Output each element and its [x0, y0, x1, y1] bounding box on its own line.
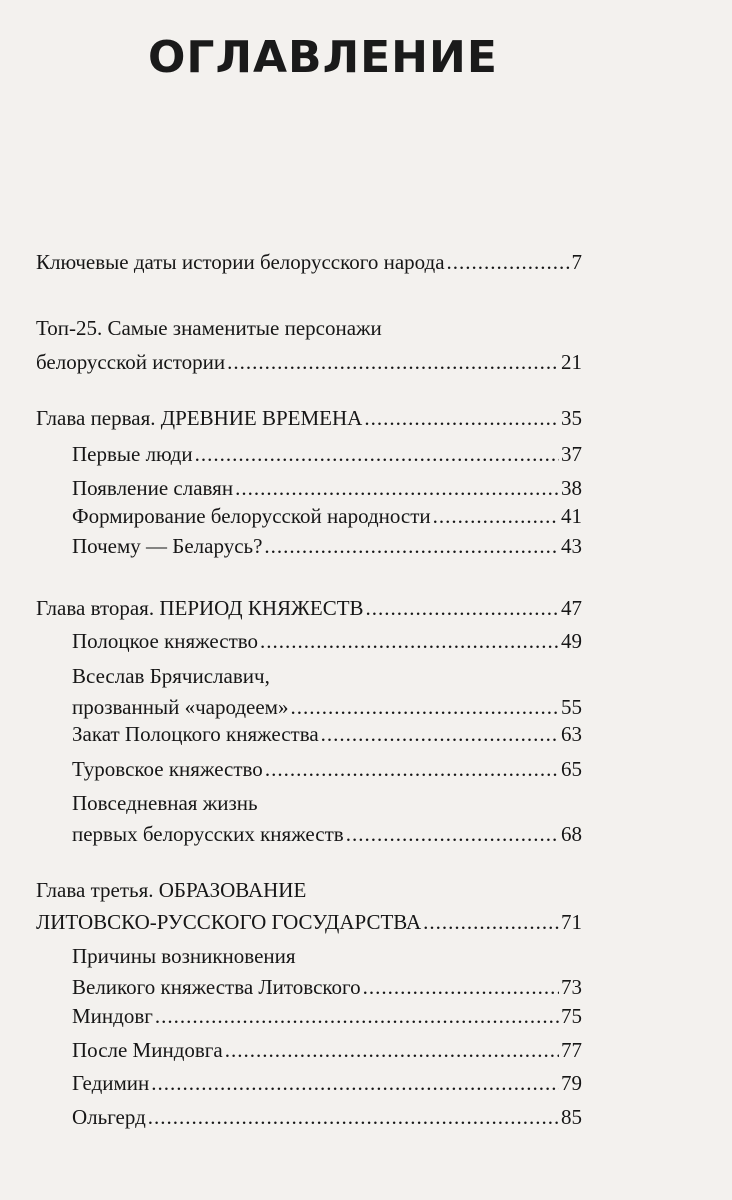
toc-page-number: 79 — [561, 1071, 582, 1095]
toc-page-number: 55 — [561, 695, 582, 719]
toc-entry-title: Полоцкое княжество — [72, 629, 259, 653]
dot-leader — [195, 440, 559, 468]
dot-leader — [151, 1069, 559, 1097]
toc-chapter[interactable] — [36, 594, 582, 622]
toc-page-number: 38 — [561, 476, 582, 500]
dot-leader — [235, 474, 559, 502]
dot-leader — [423, 908, 559, 936]
toc-entry[interactable] — [36, 314, 582, 376]
toc-entry-title-cont: белорусской истории — [36, 350, 226, 374]
toc-entry-title: Ольгерд — [72, 1105, 146, 1129]
toc-section[interactable] — [72, 474, 582, 502]
toc-page-number: 35 — [561, 406, 582, 430]
dot-leader — [227, 348, 559, 376]
dot-leader — [363, 973, 559, 1001]
toc-entry-title: Причины возникновения — [72, 944, 296, 968]
toc-page-number: 43 — [561, 534, 582, 558]
toc-section[interactable] — [72, 1069, 582, 1097]
toc-entry-title: Закат Полоцкого княжества — [72, 722, 319, 746]
toc-entry-title: Гедимин — [72, 1071, 150, 1095]
dot-leader — [264, 532, 559, 560]
toc-entry-title-cont: Великого княжества Литовского — [72, 975, 361, 999]
toc-entry-title: Глава первая. ДРЕВНИЕ ВРЕМЕНА — [36, 406, 363, 430]
toc-entry-title: Топ-25. Самые знаменитые персонажи — [36, 316, 382, 340]
toc-entry-title-cont: ЛИТОВСКО-РУССКОГО ГОСУДАРСТВА — [36, 910, 422, 934]
toc-page-number: 65 — [561, 757, 582, 781]
toc-entry-title: Появление славян — [72, 476, 234, 500]
toc-page-number: 21 — [561, 350, 582, 374]
dot-leader — [364, 404, 559, 432]
toc-entry-title-cont: первых белорусских княжеств — [72, 822, 344, 846]
toc-page-number: 68 — [561, 822, 582, 846]
toc-page-number: 71 — [561, 910, 582, 934]
toc-section[interactable] — [72, 627, 582, 655]
dot-leader — [225, 1036, 559, 1064]
toc-entry-title: Первые люди — [72, 442, 193, 466]
dot-leader — [265, 755, 559, 783]
toc-entry-title: Формирование белорусской народности — [72, 504, 431, 528]
toc-section[interactable] — [72, 720, 582, 748]
toc-entry-title: Туровское княжество — [72, 757, 263, 781]
toc-entry[interactable] — [36, 248, 582, 276]
dot-leader — [155, 1002, 559, 1030]
toc-page-number: 41 — [561, 504, 582, 528]
toc-section[interactable] — [72, 1103, 582, 1131]
toc-page-number: 63 — [561, 722, 582, 746]
toc-section[interactable] — [72, 532, 582, 560]
toc-page-number: 75 — [561, 1004, 582, 1028]
toc-page-number: 85 — [561, 1105, 582, 1129]
toc-chapter[interactable] — [36, 876, 582, 936]
toc-chapter[interactable] — [36, 404, 582, 432]
toc-page-number: 37 — [561, 442, 582, 466]
page-title: ОГЛАВЛЕНИЕ — [148, 32, 498, 83]
toc-section[interactable] — [72, 755, 582, 783]
toc-page-number: 49 — [561, 629, 582, 653]
toc-entry-title: Всеслав Брячиславич, — [72, 664, 270, 688]
toc-entry-title: Глава третья. ОБРАЗОВАНИЕ — [36, 878, 307, 902]
dot-leader — [260, 627, 559, 655]
toc-entry-title: Повседневная жизнь — [72, 791, 258, 815]
dot-leader — [433, 502, 559, 530]
toc-page-number: 7 — [571, 250, 582, 274]
toc-entry-title: После Миндовга — [72, 1038, 223, 1062]
dot-leader — [366, 594, 559, 622]
dot-leader — [290, 693, 559, 721]
dot-leader — [447, 248, 570, 276]
toc-section[interactable] — [72, 942, 582, 1001]
toc-section[interactable] — [72, 662, 582, 721]
toc-section[interactable] — [72, 789, 582, 848]
toc-section[interactable] — [72, 1036, 582, 1064]
toc-page-number: 47 — [561, 596, 582, 620]
toc-section[interactable] — [72, 440, 582, 468]
toc-section[interactable] — [72, 502, 582, 530]
toc-entry-title: Ключевые даты истории белорусского народа — [36, 250, 445, 274]
toc-page-number: 73 — [561, 975, 582, 999]
toc-entry-title-cont: прозванный «чародеем» — [72, 695, 289, 719]
dot-leader — [148, 1103, 559, 1131]
toc-page-number: 77 — [561, 1038, 582, 1062]
dot-leader — [321, 720, 559, 748]
toc-entry-title: Миндовг — [72, 1004, 153, 1028]
toc-entry-title: Почему — Беларусь? — [72, 534, 263, 558]
toc-entry-title: Глава вторая. ПЕРИОД КНЯЖЕСТВ — [36, 596, 364, 620]
dot-leader — [346, 820, 559, 848]
toc-section[interactable] — [72, 1002, 582, 1030]
